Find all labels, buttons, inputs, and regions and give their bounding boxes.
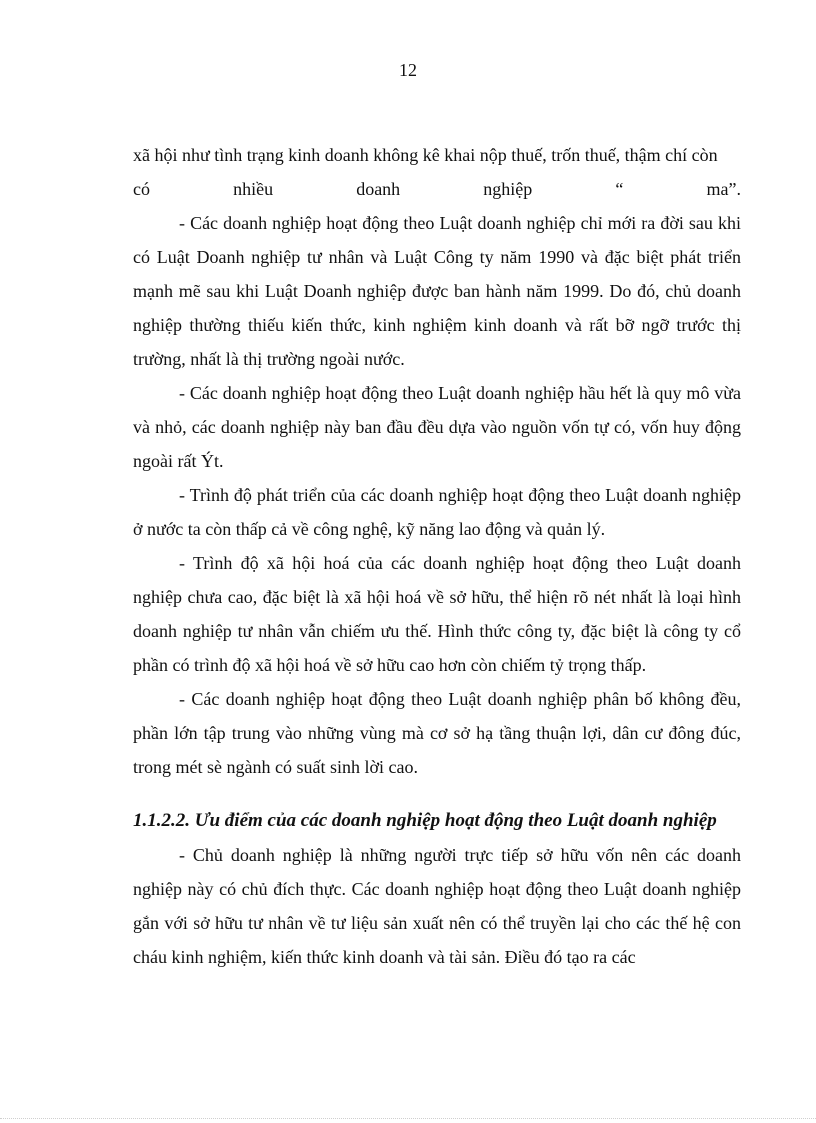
- word: doanh: [356, 179, 401, 199]
- word: nhiều: [233, 179, 274, 199]
- page-number: 12: [399, 60, 417, 80]
- word: nghiệp: [483, 179, 533, 199]
- section-heading: 1.1.2.2. Ưu điểm của các doanh nghiệp hoạt động theo Luật doanh nghiệp: [133, 810, 717, 831]
- paragraph: - Các doanh nghiệp hoạt động theo Luật doanh nghiệp phân bố không đều, phần lớn tập trung vào những vùng mà cơ sở hạ tầng thuận lợi, dân cư đông đúc, trong mét sè ngành có suất sinh lời cao.: [133, 689, 741, 777]
- document-body: [133, 138, 741, 974]
- paragraph-continuation: xã hội như tình trạng kinh doanh không kê khai nộp thuế, trốn thuế, thậm chí còn: [133, 145, 718, 165]
- paragraph: - Trình độ phát triển của các doanh nghiệp hoạt động theo Luật doanh nghiệp ở nước ta còn thấp cả về công nghệ, kỹ năng lao động và quản lý.: [133, 485, 741, 539]
- paragraph: - Các doanh nghiệp hoạt động theo Luật doanh nghiệp hầu hết là quy mô vừa và nhỏ, các doanh nghiệp này ban đầu đều dựa vào nguồn vốn tự có, vốn huy động ngoài rất Ýt.: [133, 383, 741, 471]
- paragraph: - Chủ doanh nghiệp là những người trực tiếp sở hữu vốn nên các doanh nghiệp này có chủ đích thực. Các doanh nghiệp hoạt động theo Luật doanh nghiệp gắn với sở hữu tư nhân về tư liệu sản xuất nên có thể truyền lại cho các thế hệ con cháu kinh nghiệm, kiến thức kinh doanh và tài sản. Điều đó tạo ra các: [133, 845, 741, 967]
- paragraph: - Trình độ xã hội hoá của các doanh nghiệp hoạt động theo Luật doanh nghiệp chưa cao, đặc biệt là xã hội hoá về sở hữu, thể hiện rõ nét nhất là loại hình doanh nghiệp tư nhân vẫn chiếm ưu thế. Hình thức công ty, đặc biệt là công ty cổ phần có trình độ xã hội hoá về sở hữu cao hơn còn chiếm tỷ trọng thấp.: [133, 553, 741, 675]
- word: ma”.: [706, 179, 741, 199]
- page-bottom-divider: [0, 1118, 816, 1119]
- paragraph: - Các doanh nghiệp hoạt động theo Luật doanh nghiệp chỉ mới ra đời sau khi có Luật Doanh nghiệp tư nhân và Luật Công ty năm 1990 và đặc biệt phát triển mạnh mẽ sau khi Luật Doanh nghiệp được ban hành năm 1999. Do đó, chủ doanh nghiệp thường thiếu kiến thức, kinh nghiệm kinh doanh và rất bỡ ngỡ trước thị trường, nhất là thị trường ngoài nước.: [133, 213, 741, 369]
- spread-line: [133, 172, 741, 206]
- word: “: [615, 179, 624, 199]
- word: có: [133, 179, 150, 199]
